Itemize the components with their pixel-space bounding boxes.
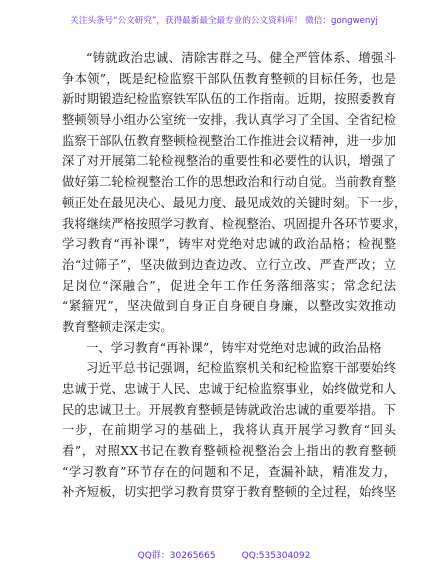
document-body (62, 48, 407, 503)
header-banner: 关注头条号“公文研究”，获得最新最全最专业的公文资料库！ 微信：gongwenyj (70, 16, 378, 26)
paragraph (62, 358, 396, 503)
text-line: “紧箍咒”，坚决做到自身正自身硬自身廉，以整改实效推动 (62, 299, 396, 314)
text-line: 一步，在前期学习的基础上，我将认真开展学习教育“回头 (62, 423, 396, 438)
text-line: 看”，对照XX书记在教育整顿检视整治会上指出的教育整顿 (62, 444, 396, 459)
text-line: 做好第二轮检视整治工作的思想政治和行动自觉。当前教育整 (62, 175, 396, 190)
text-line: 教育整顿走深走实。 (62, 319, 173, 334)
text-line: 习近平总书记强调，纪检监察机关和纪检监察干部要始终 (86, 361, 396, 376)
text-line: 我将继续严格按照学习教育、检视整治、巩固提升各环节要求， (62, 216, 407, 231)
text-line: “铸就政治忠诚、清除害群之马、健全严管体系、增强斗 (86, 51, 396, 65)
qq-number: QQ:535304092 (241, 551, 311, 561)
text-line: 一、学习教育“再补课”，铸牢对党绝对忠诚的政治品格 (86, 340, 382, 355)
text-line: 争本领”，既是纪检监察干部队伍教育整顿的目标任务，也是 (62, 71, 396, 86)
text-line: 顿正处在最见决心、最见力度、最见成效的关键时刻。下一步， (62, 195, 407, 210)
text-line: 足岗位“深融合”，促进全年工作任务落细落实；常念纪法 (62, 278, 396, 293)
text-line: 新时期锻造纪检监察铁军队伍的工作指南。近期，按照委教育 (62, 92, 396, 107)
text-line: 治“过筛子”，坚决做到边查边改、立行立改、严查严改；立 (62, 257, 396, 272)
text-line: 学习教育“再补课”，铸牢对党绝对忠诚的政治品格；检视整 (62, 237, 396, 252)
text-line: 补齐短板，切实把学习教育贯穿于教育整顿的全过程，始终坚 (62, 485, 396, 500)
text-line: “学习教育”环节存在的问题和不足，查漏补缺，精准发力， (62, 464, 396, 479)
qq-group: QQ群：30265665 (137, 551, 216, 561)
section-heading (62, 338, 396, 359)
text-line: 整顿领导小组办公室统一安排，我认真学习了全国、全省纪检 (62, 113, 396, 128)
footer-contact (0, 548, 448, 561)
text-line: 监察干部队伍教育整顿检视整治工作推进会议精神，进一步加 (62, 133, 396, 148)
text-line: 民的忠诚卫士。开展教育整顿是铸就政治忠诚的重要举措。下 (62, 402, 396, 417)
text-line: 深了对开展第二轮检视整治的重要性和必要性的认识，增强了 (62, 154, 396, 169)
paragraph (62, 48, 407, 338)
text-line: 忠诚于党、忠诚于人民、忠诚于纪检监察事业，始终做党和人 (62, 382, 396, 396)
